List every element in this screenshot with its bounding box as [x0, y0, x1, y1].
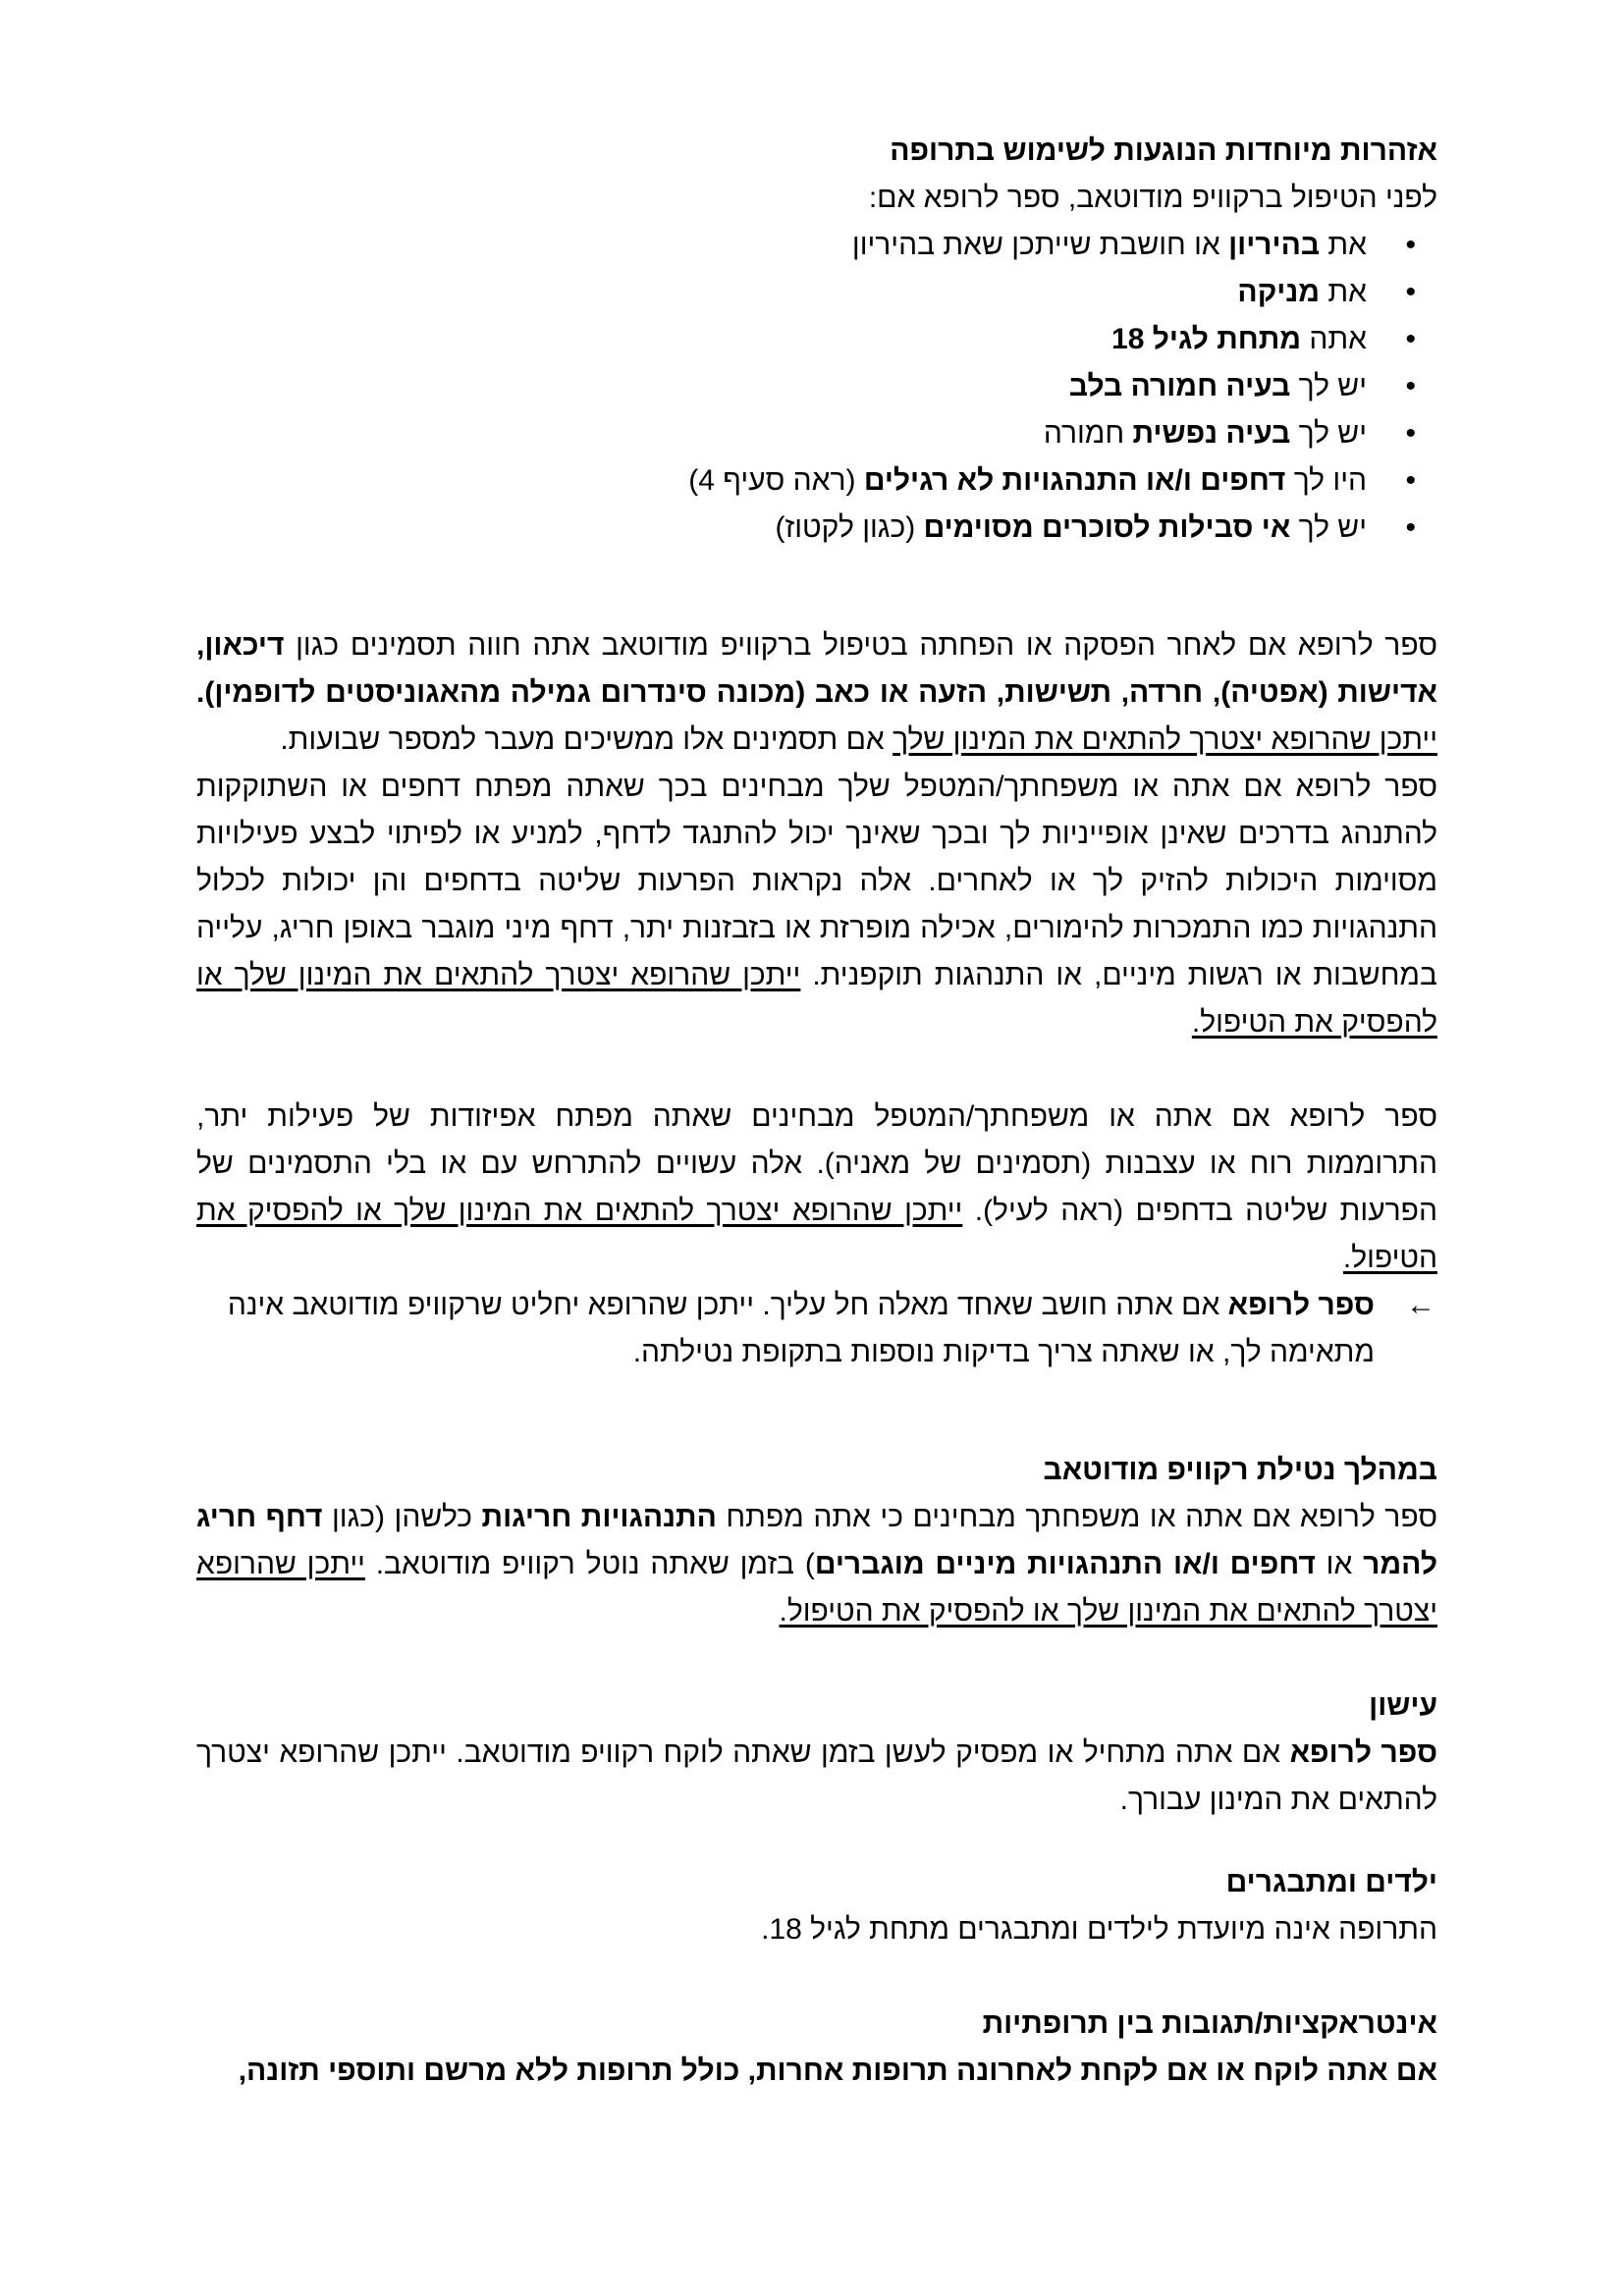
list-item: • אתה מתחת לגיל 18: [196, 316, 1416, 363]
withdrawal-paragraph: ספר לרופא אם לאחר הפסקה או הפחתה בטיפול ברקוויפ מודוטאב אתה חווה תסמינים כגון דיכאון, אדישות (אפטיה), חרדה, תשישות, הזעה או כאב (מכונה סינדרום גמילה מהאגוניסטים לדופמין). ייתכן שהרופא יצטרך להתאים את המינון שלך אם תסמינים אלו ממשיכים מעבר למספר שבועות.: [196, 629, 1437, 756]
list-item: • את בהיריון או חושבת שייתכן שאת בהיריון: [196, 222, 1416, 269]
interactions-paragraph: אם אתה לוקח או אם לקחת לאחרונה תרופות אחרות, כולל תרופות ללא מרשם ותוספי תזונה,: [238, 2055, 1437, 2087]
warnings-bullet-list: [196, 222, 1437, 552]
section-heading-smoking: עישון: [1369, 1689, 1437, 1722]
tell-doctor-note: ← ספר לרופא אם אתה חושב שאחד מאלה חל עליך. ייתכן שהרופא יחליט שרקוויפ מודוטאב אינה מתאימה לך, או שאתה צריך בדיקות נוספות בתקופת נטילתה.: [196, 1282, 1435, 1376]
list-item: • את מניקה: [196, 269, 1416, 316]
list-item: • יש לך בעיה נפשית חמורה: [196, 410, 1416, 457]
during-paragraph: ספר לרופא אם אתה או משפחתך מבחינים כי אתה מפתח התנהגויות חריגות כלשהן (כגון דחף חריג להמר או דחפים ו/או התנהגויות מיניים מוגברים) בזמן שאתה נוטל רקוויפ מודוטאב. ייתכן שהרופא יצטרך להתאים את המינון שלך או להפסיק את הטיפול.: [196, 1501, 1437, 1628]
section-heading-during: במהלך נטילת רקוויפ מודוטאב: [1043, 1454, 1437, 1486]
section-heading-warnings: אזהרות מיוחדות הנוגעות לשימוש בתרופה: [890, 134, 1437, 167]
section-heading-children: ילדים ומתבגרים: [1225, 1866, 1437, 1898]
mania-paragraph: ספר לרופא אם אתה או משפחתך/המטפל מבחינים שאתה מפתח אפיזודות של פעילות יתר, התרוממות רוח או עצבנות (תסמינים של מאניה). אלה עשויים להתרחש עם או בלי התסמינים של הפרעות שליטה בדחפים (ראה לעיל). ייתכן שהרופא יצטרך להתאים את המינון שלך או להפסיק את הטיפול.: [196, 1100, 1437, 1274]
section-heading-interactions: אינטראקציות/תגובות בין תרופתיות: [982, 2007, 1437, 2040]
warnings-intro: לפני הטיפול ברקוויפ מודוטאב, ספר לרופא אם:: [868, 182, 1437, 214]
list-item: • יש לך בעיה חמורה בלב: [196, 363, 1416, 410]
arrow-left-icon: ←: [1406, 1289, 1435, 1321]
smoking-paragraph: ספר לרופא אם אתה מתחיל או מפסיק לעשן בזמן שאתה לוקח רקוויפ מודוטאב. ייתכן שהרופא יצטרך להתאים את המינון עבורך.: [196, 1736, 1438, 1816]
document-page: [196, 128, 1437, 2095]
list-item: • יש לך אי סבילות לסוכרים מסוימים (כגון לקטוז): [196, 505, 1416, 552]
children-paragraph: התרופה אינה מיועדת לילדים ומתבגרים מתחת לגיל 18.: [761, 1913, 1437, 1946]
impulse-control-paragraph: ספר לרופא אם אתה או משפחתך/המטפל שלך מבחינים בכך שאתה מפתח דחפים או השתוקקות להתנהג בדרכים שאינן אופייניות לך ובכך שאינך יכול להתנגד לדחף, למניע או לפיתוי לבצע פעילויות מסוימות היכולות להזיק לך או לאחרים. אלה נקראות הפרעות שליטה בדחפים והן יכולות לכלול התנהגויות כמו התמכרות להימורים, אכילה מופרזת או בזבזנות יתר, דחף מיני מוגבר באופן חריג, עלייה במחשבות או רגשות מיניים, או התנהגות תוקפנית. ייתכן שהרופא יצטרך להתאים את המינון שלך או להפסיק את הטיפול.: [196, 771, 1437, 1039]
list-item: • היו לך דחפים ו/או התנהגויות לא רגילים (ראה סעיף 4): [196, 457, 1416, 505]
